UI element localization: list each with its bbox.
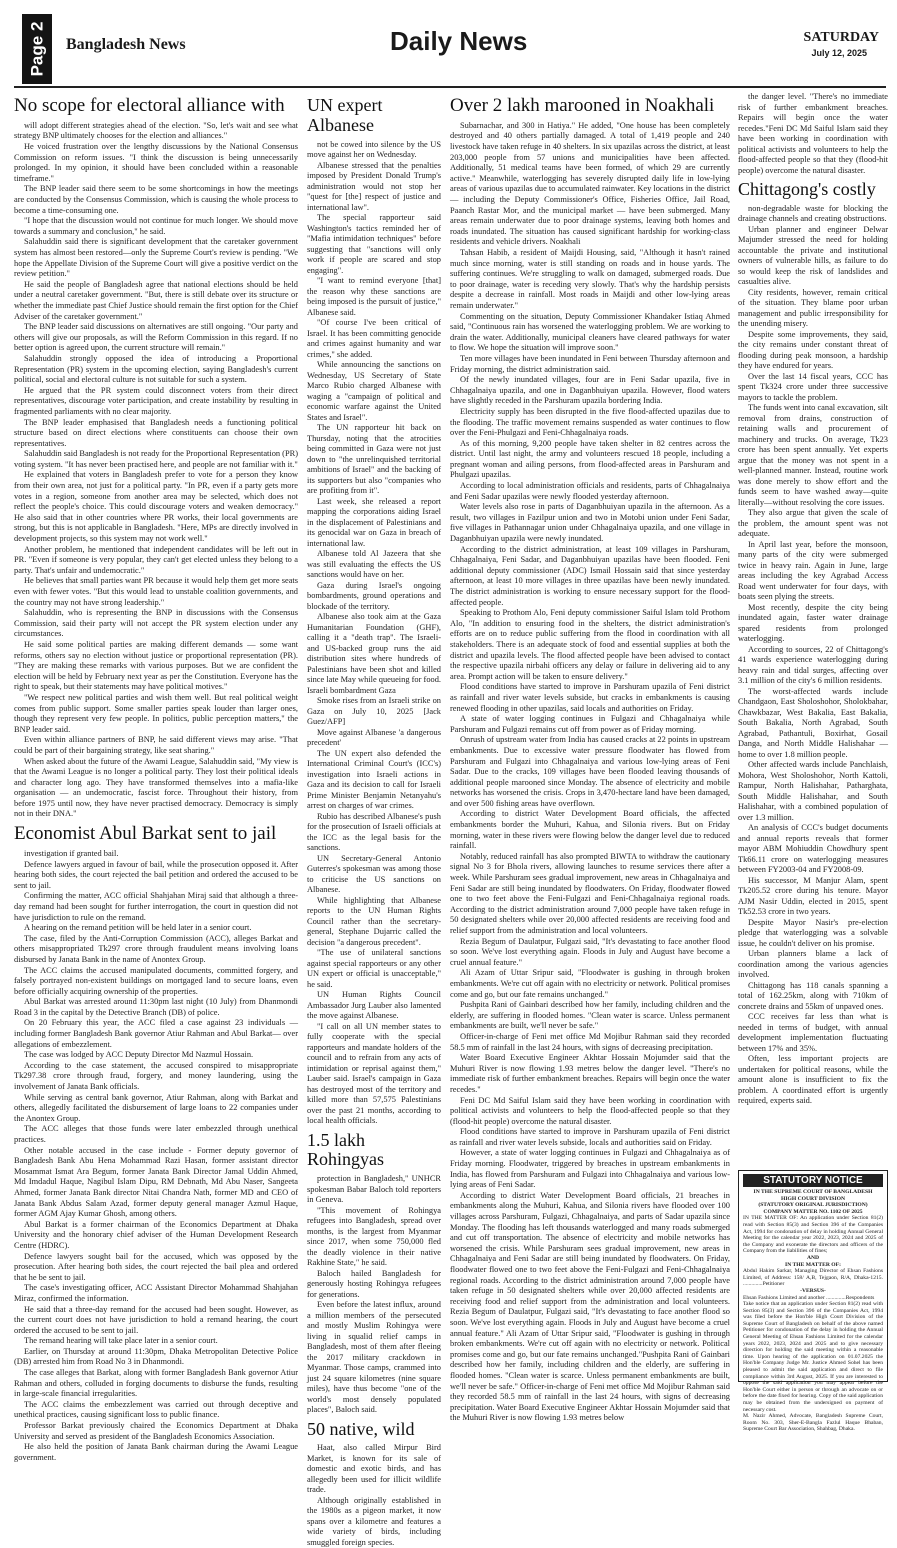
article-paragraph: City residents, however, remain critical of the situation. They blame poor urban management and public irresponsibility for the unending misery. bbox=[738, 287, 888, 329]
article-paragraph: The worst-affected wards include Chandgaon, East Sholoshohor, Sholokbahar, Chawkbazar, West Bakalia, East Bakalia, South Bakalia, North Agrabad, South Agrabad, Pathantuli, Boxirhat, Gosail Danga, and North Middle Halishahar — home to over 1.8 million people. bbox=[738, 686, 888, 759]
article-paragraph: Other affected wards include Panchlaish, Mohora, West Sholoshohor, North Kattoli, Rampur, North Halishahar, Patharghata, South Middle Halishahar, and South Halishahar, with a combined population of over 1.3 million. bbox=[738, 760, 888, 822]
notice-in-matter: IN THE MATTER OF: bbox=[785, 1261, 841, 1268]
masthead bbox=[0, 0, 897, 80]
article-paragraph: The UN rapporteur hit back on Thursday, noting that the atrocities being committed in Gaza were not just down to "the unrelinquished territorial ambitions of Israel" and the backing of its supporters but also "companies who are profiting from it". bbox=[307, 423, 441, 496]
article-paragraph: "I hope that the discussion would not continue for much longer. We should move towards a summary and conclusion," he said. bbox=[14, 216, 298, 236]
issue-day: SATURDAY bbox=[803, 30, 879, 45]
article-paragraph: will adopt different strategies ahead of the election. "So, let's wait and see what strategy BNP ultimately chooses for the election and alliances." bbox=[14, 120, 298, 141]
article-paragraph: Another problem, he mentioned that independent candidates will be left out in PR. "Even if someone is very popular, they can't get elected unless they belong to a party. That's unfair and undemocratic." bbox=[14, 544, 298, 575]
article-paragraph: Baloch hailed Bangladesh for generously hosting Rohingya refugees for generations. bbox=[307, 1268, 441, 1299]
article-paragraph: the danger level. "There's no immediate risk of further embankment breaches. Repairs will begin once the water recedes."Feni DC Md Saiful Islam said they have been working in coordination with political activists and volunteers to help the flood-affected people so that they (flood-hit people) overcome the natural disaster. bbox=[738, 92, 888, 175]
article-noakhali-continued bbox=[738, 92, 888, 176]
article-paragraph: He said some political parties are making different demands — some want reforms, others say no election without justice or proportional representation (PR). "They are making these remarks with various purposes. But we are confident the election will be held by February next year as per the Constitution. Everyone has the right to speak, but their statements may have political motives." bbox=[14, 639, 298, 692]
article-noakhali bbox=[450, 121, 730, 1424]
article-paragraph: He argued that the PR system could disconnect voters from their direct representatives, discourage voter participation, and create instability by resulting in fragmented parliaments with no clear majority. bbox=[14, 385, 298, 416]
notice-advocate: M. Nazir Ahmed, Advocate, Bangladesh Supreme Court, Room No. 303, Sher-E-Bangla Fazlul Haque Bhaban, Supreme Court Bar Association, Shahbag, Dhaka. bbox=[743, 1413, 883, 1433]
article-paragraph: Ten more villages have been inundated in Feni between Thursday afternoon and Friday morning, the district administration said. bbox=[450, 353, 730, 374]
section-title: Daily News bbox=[390, 26, 528, 56]
article-paragraph: non-degradable waste for blocking the drainage channels and creating obstructions. bbox=[738, 203, 888, 224]
article-paragraph: He believes that small parties want PR because it would help them get more seats even with fewer votes. "But this would lead to unstable coalition governments, and the country may not have strong leadership." bbox=[14, 576, 298, 607]
article-paragraph: Confirming the matter, ACC official Shahjahan Miraj said that although a three-day remand had been sought for further interrogation, the court in question did not have jurisdiction to rule on the remand. bbox=[14, 891, 298, 922]
article-paragraph: Rubio has described Albanese's push for the prosecution of Israeli officials at the ICC as the legal basis for the sanctions. bbox=[307, 811, 441, 853]
masthead-divider bbox=[14, 86, 886, 88]
notice-versus: -VERSUS- bbox=[800, 1287, 826, 1294]
article-paragraph: While highlighting that Albanese reports to the UN Human Rights Council rather than the secretary-general, Stephane Dujarric called the decision "a dangerous precedent". bbox=[307, 895, 441, 947]
article-paragraph: He said the people of Bangladesh agree that national elections should be held under a neutral caretaker government. "But, there is still debate over its structure or whether the immediate past Chief Justice should remain the first option for the Chief Adviser of the caretaker government." bbox=[14, 279, 298, 321]
article-paragraph: Haat, also called Mirpur Bird Market, is known for its sale of domestic and exotic birds, and has allegedly been used for illicit wildlife trade. bbox=[307, 1443, 441, 1495]
article-paragraph: The special rapporteur said Washington's tactics reminded her of "Mafia intimidation techniques" before suggesting that "sanctions will only work if people are scared and stop engaging". bbox=[307, 213, 441, 275]
article-paragraph: "This movement of Rohingya refugees into Bangladesh, spread over months, is the largest from Myanmar since 2017, when some 750,000 fled the deadly violence in their native Rakhine State," he said. bbox=[307, 1205, 441, 1268]
article-paragraph: Chittagong has 118 canals spanning a total of 162.25km, along with 710km of concrete drains and 55km of unpaved ones. bbox=[738, 980, 888, 1011]
article-native bbox=[307, 1443, 441, 1548]
notice-title: STATUTORY NOTICE bbox=[743, 1174, 883, 1187]
article-paragraph: According to local administration officials and residents, parts of Chhagalnaiya and Feni Sadar upazilas were newly flooded yesterday afternoon. bbox=[450, 481, 730, 501]
column-2 bbox=[307, 92, 441, 1547]
article-paragraph: Salahuddin said Bangladesh is not ready for the Proportional Representation (PR) voting system. "It has never been practised here, and people are not familiar with it." bbox=[14, 449, 298, 469]
article-paragraph: He voiced frustration over the lengthy discussions by the National Consensus Commission on reform issues. "I think the discussion is being unnecessarily prolonged. In my opinion, it should have been concluded within a reasonable timeframe." bbox=[14, 142, 298, 183]
article-paragraph: CCC receives far less than what is needed in terms of budget, with annual development implementation fluctuating between 17% and 35%. bbox=[738, 1012, 888, 1053]
headline-rohingyas: 1.5 lakh Rohingyas bbox=[307, 1129, 385, 1170]
article-paragraph: The ACC alleges that those funds were later embezzled through unethical practices. bbox=[14, 1124, 298, 1144]
headline-native: 50 native, wild bbox=[307, 1418, 415, 1439]
article-chittagong bbox=[738, 204, 888, 1107]
notice-petitioner: Abdul Hakim Sarkar, Managing Director of Ehsan Fashions Limited, of Address: 158/ A,B, Tejgaon, R/A, Dhaka-1215. ..............Petitioner bbox=[743, 1268, 883, 1288]
article-paragraph: They also argue that given the scale of the problem, the amount spent was not adequate. bbox=[738, 508, 888, 539]
article-paragraph: Even before the latest influx, around a million members of the persecuted and mostly Muslim Rohingya were living in squalid relief camps in Bangladesh, most of them after fleeing the 2017 military crackdown in Myanmar. Those camps, crammed into just 24 square kilometres (nine square miles), have thus become "one of the world's most densely populated places", Baloch said. bbox=[307, 1300, 441, 1415]
article-paragraph: A hearing on the remand petition will be held later in a senior court. bbox=[24, 923, 252, 933]
article-paragraph: Speaking to Prothom Alo, Feni deputy commissioner Saiful Islam told Prothom Alo, "In addition to ensuring food in the shelters, the district administration's efforts are on to reduce public suffering from the flood in coordination with all stakeholders. There is an adequate stock of food and essential supplies at both the district and upazila levels. The flood affected people have been advised to contact the respective upazila nirbahi officers any delay or failure in delivering aid to any area. Prompt action will be taken to ensure delivery." bbox=[450, 608, 730, 681]
article-paragraph: His successor, M Manjur Alam, spent Tk205.52 crore during his tenure. Mayor AJM Nasir Uddin, elected in 2015, spent Tk52.53 crore in two years. bbox=[738, 875, 888, 917]
article-paragraph: "Of course I've been critical of Israel. It has been committing genocide and crimes against humanity and war crimes," she added. bbox=[307, 318, 441, 359]
article-paragraph: Smoke rises from an Israeli strike on Gaza on July 10, 2025 [Jack Guez/AFP] bbox=[307, 696, 441, 727]
article-paragraph: Gaza during Israel's ongoing bombardments, ground operations and blockade of the territory. bbox=[307, 580, 441, 611]
article-paragraph: Other notable accused in the case include - Former deputy governor of Bangladesh Bank Abu Hena Mohammad Razi Hasan, former assistant director Mosammat Ismat Ara Begum, former Janata Bank Director Jamal Uddin Ahmed, Md Imdadul Haque, Nagibul Islam Dipu, RM Debnath, Md Abu Naser, Sangeeta Ahmed, former Janata Bank director Nitai Chandra Nath, former MD and CEO of Janata Bank Abdus Salam Azad, former deputy general manager Azmul Haque, former AGM Ajay Kumar Ghosh, among others. bbox=[14, 1145, 298, 1219]
article-paragraph: Earlier, on Thursday at around 11:30pm, Dhaka Metropolitan Detective Police (DB) arrested him from Road No 3 in Dhanmondi. bbox=[14, 1346, 298, 1367]
article-paragraph: Albanese stressed that the penalties imposed by President Donald Trump's administration would not stop her "quest for [the] respect of justice and international law". bbox=[307, 160, 441, 212]
notice-court-line: HIGH COURT DIVISION bbox=[780, 1195, 846, 1202]
column-3 bbox=[450, 92, 730, 1423]
article-paragraph: Officer-in-charge of Feni met office Md Mojibur Rahman said they recorded 58.5 mm of rainfall in the last 24 hours, with signs of decreasing precipitation. bbox=[450, 1031, 730, 1052]
article-paragraph: He said that a three-day remand for the accused had been sought. However, as the current court does not have jurisdiction to hold a remand hearing, the court ordered the accused to be sent to jail. bbox=[14, 1304, 298, 1335]
article-paragraph: The ACC claims the embezzlement was carried out through deceptive and unethical practices, causing significant loss to public finance. bbox=[14, 1399, 298, 1420]
article-paragraph: Although originally established in the 1980s as a pigeon market, it now spans over a kilometre and features a wide variety of birds, including smuggled foreign species. bbox=[307, 1495, 441, 1547]
notice-court-line: COMPANY MATTER NO. 1102 OF 2025 bbox=[763, 1208, 863, 1215]
notice-and: AND bbox=[806, 1254, 820, 1261]
article-paragraph: UN Human Rights Council Ambassador Jurg Lauber also lamented the move against Albanese. bbox=[307, 990, 441, 1021]
article-paragraph: Defence lawyers sought bail for the accused, which was opposed by the prosecution. After hearing both sides, the court rejected the bail plea and ordered that he be sent to jail. bbox=[14, 1251, 298, 1282]
article-paragraph: When asked about the future of the Awami League, Salahuddin said, "My view is that the Awami League is no longer a political party. They lost their political ideals and character long ago. They have transformed themselves into a mafia-like organisation — an undemocratic, fascist force. Throughout their history, from before 1975 until now, they have never practised democracy. Democracy is simply not in their DNA." bbox=[14, 756, 298, 819]
article-paragraph: Flood conditions have started to improve in Parshuram upazila of Feni district as rainfall and river water levels subside, but cracks in embankments is causing renewed flooding in other upazilas, said locals and authorities on Friday. bbox=[450, 682, 730, 713]
article-paragraph: "We respect new political parties and wish them well. But real political weight comes from public support. Some smaller parties speak louder than larger ones, though they represent very few people. In politics, public perception matters," the BNP leader said. bbox=[14, 692, 298, 734]
article-paragraph: investigation if granted bail. bbox=[24, 848, 119, 858]
statutory-notice bbox=[738, 1170, 888, 1433]
article-paragraph: An analysis of CCC's budget documents and annual reports reveals that former mayor ABM Mohiuddin Chowdhury spent Tk66.11 crore on waterlogging measures between FY2003-04 and FY2008-09. bbox=[738, 823, 888, 875]
article-paragraph: "I want to remind everyone [that] the reason why these sanctions are being imposed is the pursuit of justice," Albanese said. bbox=[307, 276, 441, 317]
article-paragraph: The case alleges that Barkat, along with former Bangladesh Bank governor Atiur Rahman and others, colluded in forging documents to disburse the funds, resulting in large-scale financial irregularities. bbox=[14, 1368, 298, 1399]
article-paragraph: Of the newly inundated villages, four are in Feni Sadar upazila, five in Chhagalnaiya upazila, and one in Daganbhuiyan upazila. However, flood waters have slightly receded in the Parshuram upazila bordering India. bbox=[450, 375, 730, 406]
article-paragraph: The BNP leader said discussions on alternatives are still ongoing. "Our party and others will give our proposals, as will the Reform Commission in this regard. If no better option is agreed upon, the current structure will remain." bbox=[14, 322, 298, 353]
article-paragraph: Despite Mayor Nasir's pre-election pledge that waterlogging was a solvable issue, he couldn't deliver on his promise. bbox=[738, 917, 888, 948]
article-albanese bbox=[307, 140, 441, 1127]
article-electoral bbox=[14, 121, 298, 820]
article-paragraph: While serving as central bank governor, Atiur Rahman, along with Barkat and others, allegedly facilitated the disbursement of large loans to 22 companies under the Anontex Group. bbox=[14, 1092, 298, 1123]
article-paragraph: The case, filed by the Anti-Corruption Commission (ACC), alleges Barkat and others misappropriated Tk297 crore through fraudulent means involving loans disbursed by Janata Bank in the name of Anontex Group. bbox=[14, 933, 298, 964]
headline-albanese: UN expert Albanese bbox=[307, 95, 383, 135]
article-paragraph: Onrush of upstream water from India has caused cracks at 22 points in upstream embankments. Due to excessive water pressure floodwater has flowed from Parshuram and Fulgazi into Chhagalnaiya and various low-lying areas of Feni Sadar. Due to the cracks, 109 villages have been flooded leaving thousands of additional people marooned since Monday. The absence of electricity and mobile networks has worsened the crisis. Crops in 3,470-hectare land have been damaged, and over 500 fishing areas have overflown. bbox=[450, 735, 730, 808]
page-number-tab bbox=[22, 14, 52, 84]
issue-date: July 12, 2025 bbox=[811, 48, 867, 58]
article-paragraph: The case's investigating officer, ACC Assistant Director Mohammad Shahjahan Miraz, confirmed the information. bbox=[14, 1283, 298, 1303]
article-paragraph: He also held the position of Janata Bank chairman during the Awami League government. bbox=[14, 1442, 298, 1462]
article-paragraph: "The use of unilateral sanctions against special rapporteurs or any other UN expert or official is unacceptable," he said. bbox=[307, 948, 441, 989]
article-paragraph: Notably, reduced rainfall has also prompted BIWTA to withdraw the cautionary signal No 3 for Bhola rivers, allowing launches to resume services there after a week. While Parshuram sees gradual improvement, new areas in Chhagalnaiya and Feni Sadar are still being inundated by floodwaters. On Friday, floodwater flowed one to two feet above the Feni-Fulgazi and Feni-Chhagalnaiya regional roads. According to the district administration around 7,000 people have taken refuge in 50 designated shelters while over 20,000 affected residents are receiving food and relief support from the administration and local volunteers. bbox=[450, 851, 730, 936]
article-paragraph: The case was lodged by ACC Deputy Director Md Nazmul Hossain. bbox=[24, 1050, 254, 1060]
article-paragraph: "I call on all UN member states to fully cooperate with the special rapporteurs and mandate holders of the council and to refrain from any acts of intimidation or reprisal against them," Lauber said. Israel's campaign in Gaza has destroyed most of the territory and killed more than 57,575 Palestinians over the past 21 months, according to local health officials. bbox=[307, 1021, 441, 1126]
article-paragraph: According to district Water Development Board officials, 21 breaches in embankments along the Muhuri, Kahua, and Silonia rivers have flooded over 100 villages across Parshuram, Fulgazi, Chhagalnaiya, and parts of Sadar upazila since Monday. The flooding has left thousands waterlogged and many roads submerged and cut off transportation. The absence of electricity and mobile networks has worsened the crisis. While Parshuram sees gradual improvement, new areas in Chhagalnaiya and Feni Sadar are still being inundated by floodwaters. On Friday, floodwater flowed one to two feet above the Feni-Fulgazi and Feni-Chhagalnaiya regional roads. According to the district administration around 7,000 people have taken refuge in 50 designated shelters while over 20,000 affected residents are receiving food and relief support from the administration and local volunteers. Rezia Begum of Daulatpur, Fulgazi said, "It's devastating to face another flood so soon. We've lost everything again. Floods in July and August have become a cruel annual feature." Ali Azam of Uttar Sripur said, "Floodwater is gushing in through broken embankments. We're cut off again with no electricity or network. Political promises come and go, but our fate remains unchanged."Pushpita Rani of Gainbari described how her family, including children and the elderly, are suffering in flooded homes. "Clean water is scarce. Unless permanent embankments are built, we'll never be safe." Officer-in-charge of Feni met office Md Mojibur Rahman said they recorded 58.5 mm of rainfall in the last 24 hours, with signs of decreasing precipitation. Water Board Executive Engineer Akhtar Hossain Mojumder said that the Muhuri River is now flowing 1.93 metres below bbox=[450, 1190, 730, 1423]
article-paragraph: The BNP leader said there seem to be some shortcomings in how the meetings are conducted by the Consensus Commission, which is causing the whole process to become a time-consuming one. bbox=[14, 184, 298, 215]
article-paragraph: The remand hearing will take place later in a senior court. bbox=[24, 1336, 218, 1346]
article-paragraph: The BNP leader emphasised that Bangladesh needs a functioning political structure based on direct elections where constituents can choose their own representatives. bbox=[14, 417, 298, 448]
article-paragraph: Ali Azam of Uttar Sripur said, "Floodwater is gushing in through broken embankments. We're cut off again with no electricity or network. Political promises come and go, but our fate remains unchanged." bbox=[450, 968, 730, 999]
article-paragraph: Pushpita Rani of Gainbari described how her family, including children and the elderly, are suffering in flooded homes. "Clean water is scarce. Unless permanent embankments are built, we'll never be safe." bbox=[450, 1000, 730, 1031]
article-paragraph: Urban planner and engineer Delwar Majumder stressed the need for holding accountable the private and institutional owners of vulnerable hills, as failure to do so would keep the risk of landslides and casualties alive. bbox=[738, 224, 888, 287]
headline-chittagong: Chittagong's costly bbox=[738, 179, 876, 199]
notice-respondents: Ehsan Fashions Limited and another ..............Respondents bbox=[743, 1294, 875, 1301]
article-paragraph: In April last year, before the monsoon, many parts of the city were submerged twice in heavy rain. Again in June, large areas including the key Agrabad Access Road went underwater for four days, with boats seen plying the streets. bbox=[738, 539, 888, 602]
article-paragraph: Abul Barkat is a former chairman of the Economics Department at Dhaka University and the honorary chief adviser of the Human Development Research Centre (HDRC). bbox=[14, 1219, 298, 1250]
article-paragraph: The ACC claims the accused manipulated documents, committed forgery, and falsely portrayed non-existent buildings on mortgaged land to secure loans, even before officially acquiring ownership of the properties. bbox=[14, 965, 298, 996]
article-paragraph: Salahuddin, who is representing the BNP in discussions with the Consensus Commission, said their party will not accept the PR system election under any circumstances. bbox=[14, 608, 298, 639]
article-paragraph: UN Secretary-General Antonio Guterres's spokesman was among those to criticise the US sanctions on Albanese. bbox=[307, 853, 441, 895]
article-paragraph: Over the last 14 fiscal years, CCC has spent Tk324 crore under three successive mayors to tackle the problem. bbox=[738, 371, 888, 402]
notice-body: Take notice that an application under Section 81(2) read with Section 85(3) and Section 396 of the Companies Act, 1994 was filed before the Hon'ble High Court Division of the Supreme Court of Bangladesh on behalf of the above named Petitioner for condonation of the delay in holding the Annual General Meeting of Ehsan Fashions Limited for the calendar years 2022, 2023, 2024 and 2025 and to give necessary direction for holding the said meeting within a reasonable time. Upon hearing of the application on 01.07.2025 the Hon'ble Company Judge Mr. Justice Ahmed Sohel has been pleased to admit the said application and direct to file compliance within 3rd August, 2025. If you are interested to oppose the said application you may appear before the Hon'ble Court either in person or through an advocate on or before the date fixed for hearing. Copy of the said application may be obtained from the undersigned on payment of necessary cost. bbox=[743, 1301, 883, 1413]
article-paragraph: Electricity supply has been disrupted in the five flood-affected upazilas due to the flooding. The traffic movement remains suspended as water continues to flow over the Feni-Phulgazi and Feni-Chhagalnaiya roads. bbox=[450, 406, 730, 438]
article-paragraph: Commenting on the situation, Deputy Commissioner Khandaker Istiaq Ahmed said, "Continuous rain has worsened the waterlogging problem. We are working to drain the water. Additionally, municipal cleaners have cleared pathways for water to flow. We hope the situation will improve soon." bbox=[450, 311, 730, 353]
article-paragraph: protection in Bangladesh," UNHCR spokesman Babar Baloch told reporters in Geneva. bbox=[307, 1174, 441, 1205]
article-paragraph: not be cowed into silence by the US move against her on Wednesday. bbox=[307, 139, 441, 160]
article-paragraph: On 20 February this year, the ACC filed a case against 23 individuals — including former Bangladesh Bank governor Atiur Rahman and Abul Barkat— over allegations of embezzlement. bbox=[14, 1018, 298, 1049]
article-barkat bbox=[14, 849, 298, 1463]
article-paragraph: Often, less important projects are undertaken for political reasons, while the amount alone is insufficient to fix the problem. A coordinated effort is urgently required, experts said. bbox=[738, 1054, 888, 1106]
article-paragraph: As of this morning, 9,200 people have taken shelter in 82 centres across the district. Until last night, the army and volunteers rescued 18 people, including a pregnant woman and ailing persons, from flood-affected areas in Parshuram and Phulgazi upazilas. bbox=[450, 438, 730, 480]
article-paragraph: Even within alliance partners of BNP, he said different views may arise. "That could be part of their bargaining strategy, like seat sharing." bbox=[14, 735, 298, 755]
article-paragraph: Defence lawyers argued in favour of bail, while the prosecution opposed it. After hearing both sides, the court rejected the bail petition and ordered the accused to be sent to jail. bbox=[14, 859, 298, 890]
article-paragraph: Tahsan Habib, a resident of Maijdi Housing, said, "Although it hasn't rained much since morning, water is still standing on roads and in house yards. The suffering continues. We're struggling to walk on damaged, submerged roads. Due to poor drainage, water is receding very slowly. That's why the hardship persists despite a decrease in rainfall. Most roads in Maijdi and other low-lying areas remain underwater." bbox=[450, 248, 730, 310]
article-paragraph: Professor Barkat previously chaired the Economics Department at Dhaka University and served as president of the Bangladesh Economics Association. bbox=[14, 1421, 298, 1441]
page-label: Page 2 bbox=[27, 21, 46, 77]
article-paragraph: Salahuddin said there is significant development that the caretaker government system has almost been restored—only the Supreme Court's review is pending. "We hope the Appellate Division of the Supreme Court will give a positive verdict on the review petition." bbox=[14, 237, 298, 279]
article-paragraph: According to the case statement, the accused conspired to misappropriate Tk297.38 crore through fraud, forgery, and money laundering, using the involvement of Janata Bank officials. bbox=[14, 1060, 298, 1092]
article-paragraph: Water Board Executive Engineer Akhtar Hossain Mojumder said that the Muhuri River is now flowing 1.93 metres below the danger level. "There's no immediate risk of further embankment breaches. Repairs will begin once the water recedes." bbox=[450, 1053, 730, 1094]
article-rohingyas bbox=[307, 1174, 441, 1416]
article-paragraph: According to district Water Development Board officials, the affected embankments border the Muhuri, Kahua, and Silonia rivers. But on Friday morning, water in these rivers were flowing below the danger level due to reduced rainfall. bbox=[450, 809, 730, 851]
column-4 bbox=[738, 92, 888, 1167]
article-paragraph: Flood conditions have started to improve in Parshuram upazila of Feni district as rainfall and river water levels subside, locals and authorities said on Friday. bbox=[450, 1127, 730, 1147]
column-1 bbox=[14, 92, 298, 1462]
article-paragraph: Water levels also rose in parts of Daganbhuiyan upazila in the afternoon. As a result, two villages in Fazilpur union and two in Motobi union under Feni Sadar, five villages in Pathannagar union under Chhagalnaiya upazila, and one village in Daganbhuiyan upazila were newly inundated. bbox=[450, 502, 730, 544]
article-paragraph: Feni DC Md Saiful Islam said they have been working in coordination with political activists and volunteers to help the flood-affected people so that they (flood-hit people) overcome the natural disaster. bbox=[450, 1095, 730, 1126]
article-paragraph: He explained that voters in Bangladesh prefer to vote for a person they know from their own area, not just for a political party. "In PR, even if a party gets more votes in a region, someone from another area may be selected, which does not reflect the people's choice. This could discourage voters and weaken democracy." He also said that in other countries where PR works, their local governments are strong, but this is not applicable in Bangladesh. "Here, MPs are directly involved in development projects, so this system may not work well." bbox=[14, 470, 298, 544]
article-paragraph: According to sources, 22 of Chittagong's 41 wards experience waterlogging during heavy rain and tidal surges, affecting over 3.1 million of the city's 6 million residents. bbox=[738, 644, 888, 686]
article-paragraph: However, a state of water logging continues in Fulgazi and Chhagalnaiya as of Friday morning. Floodwater, triggered by breaches in upstream embankments in India, has flowed from Parshuram and Fulgazi into Chhagalnaiya and various low-lying areas of Feni Sadar. bbox=[450, 1148, 730, 1190]
newspaper-name: Bangladesh News bbox=[66, 36, 186, 53]
article-paragraph: Subarnachar, and 300 in Hatiya." He added, "One house has been completely destroyed and 40 others partially damaged. A total of 1,419 people and 240 livestock have taken refuge in 40 shelters. In six upazilas across the district, at least 203,000 people from 57 unions and municipalities have been affected. Additionally, 51 medical teams have been formed, of which 29 are currently active." Meanwhile, waterlogging has severely disrupted daily life in low-lying areas of various upazilas due to accumulated rainwater. Key locations in the district — including the Deputy Commissioner's Office, Fisheries Office, Jail Road, Paanch Rastar Mor, and the municipal market — have been submerged. Many areas remain underwater due to poor drainage systems, leaving both homes and roads inundated. The situation has caused significant hardship for working-class residents and vehicle drivers. Noakhali bbox=[450, 120, 730, 247]
article-paragraph: Albanese also took aim at the Gaza Humanitarian Foundation (GHF), calling it a "death trap". The Israeli- and US-backed group runs the aid distribution sites where hundreds of Palestinians have been shot and killed since late May while queueing for food. Israeli bombardment Gaza bbox=[307, 612, 441, 695]
article-paragraph: According to the district administration, at least 109 villages in Parshuram, Chhagalnaiya, Feni Sadar, and Daganbhuiyan upazilas have been flooded. Feni additional deputy commissioner (ADC) Ismail Hossain said that since yesterday afternoon, at least 10 more villages in three upazilas have been newly inundated. The district administration is working to ensure necessary support for the flood-affected people. bbox=[450, 544, 730, 607]
article-paragraph: Move against Albanese 'a dangerous precedent' bbox=[307, 727, 441, 748]
article-paragraph: The UN expert also defended the International Criminal Court's (ICC's) investigation into Israeli actions in Gaza and its decision to call for Israeli Prime Minister Benjamin Netanyahu's arrest on charges of war crimes. bbox=[307, 748, 441, 811]
article-paragraph: Most recently, despite the city being inundated again, faster water drainage spared residents from prolonged waterlogging. bbox=[738, 602, 888, 644]
notice-matter: IN THE MATTER OF: An application under Section 81(2) read with Section 85(3) and Section 396 of the Companies Act, 1994 for condonation of delay in holding Annual General Meeting for the calendar year 2022, 2023, 2024 and 2025 of the Company and exonerate the directors and officers of the Company from the liabilities of fines; bbox=[743, 1215, 883, 1255]
article-paragraph: Salahuddin strongly opposed the idea of introducing a Proportional Representation (PR) system in the upcoming election, saying Bangladesh's current political, social and electoral culture is not suitable for such a system. bbox=[14, 353, 298, 385]
article-paragraph: Rezia Begum of Daulatpur, Fulgazi said, "It's devastating to face another flood so soon. We've lost everything again. Floods in July and August have become a cruel annual feature." bbox=[450, 936, 730, 967]
notice-court-line: (STATUTORY ORIGINAL JURISDICTION) bbox=[758, 1202, 868, 1209]
article-paragraph: Despite some improvements, they said, the city remains under constant threat of flooding during peak monsoon, a hardship they have endured for years. bbox=[738, 329, 888, 371]
notice-court-line: IN THE SUPREME COURT OF BANGLADESH bbox=[753, 1189, 873, 1195]
headline-noakhali: Over 2 lakh marooned in Noakhali bbox=[450, 95, 715, 116]
article-paragraph: A state of water logging continues in Fulgazi and Chhagalnaiya while Parshuram and Fulgazi remains cut off from power as of Friday morning. bbox=[450, 714, 730, 734]
article-paragraph: While announcing the sanctions on Wednesday, US Secretary of State Marco Rubio charged Albanese with waging a "campaign of political and economic warfare against the United States and Israel". bbox=[307, 360, 441, 422]
article-paragraph: Albanese told Al Jazeera that she was still evaluating the effects the US sanctions would have on her. bbox=[307, 549, 441, 580]
headline-barkat: Economist Abul Barkat sent to jail bbox=[14, 823, 277, 845]
article-paragraph: Abul Barkat was arrested around 11:30pm last night (10 July) from Dhanmondi Road 3 in the capital by the Detective Branch (DB) of police. bbox=[14, 997, 298, 1017]
article-paragraph: Last week, she released a report mapping the corporations aiding Israel in the displacement of Palestinians and its genocidal war on Gaza in breach of international law. bbox=[307, 496, 441, 548]
article-paragraph: Urban planners blame a lack of coordination among the various agencies involved. bbox=[738, 949, 888, 980]
headline-electoral: No scope for electoral alliance with bbox=[14, 95, 285, 116]
article-paragraph: The funds went into canal excavation, silt removal from drains, construction of retaining walls and procurement of machinery and trucks. On average, Tk23 crore has been spent annually. Yet experts argue that the money was not spent in a well-planned manner. Instead, routine work was done merely to show effort and the funds seem to have washed away—quite literally—without resolving the core issues. bbox=[738, 403, 888, 507]
